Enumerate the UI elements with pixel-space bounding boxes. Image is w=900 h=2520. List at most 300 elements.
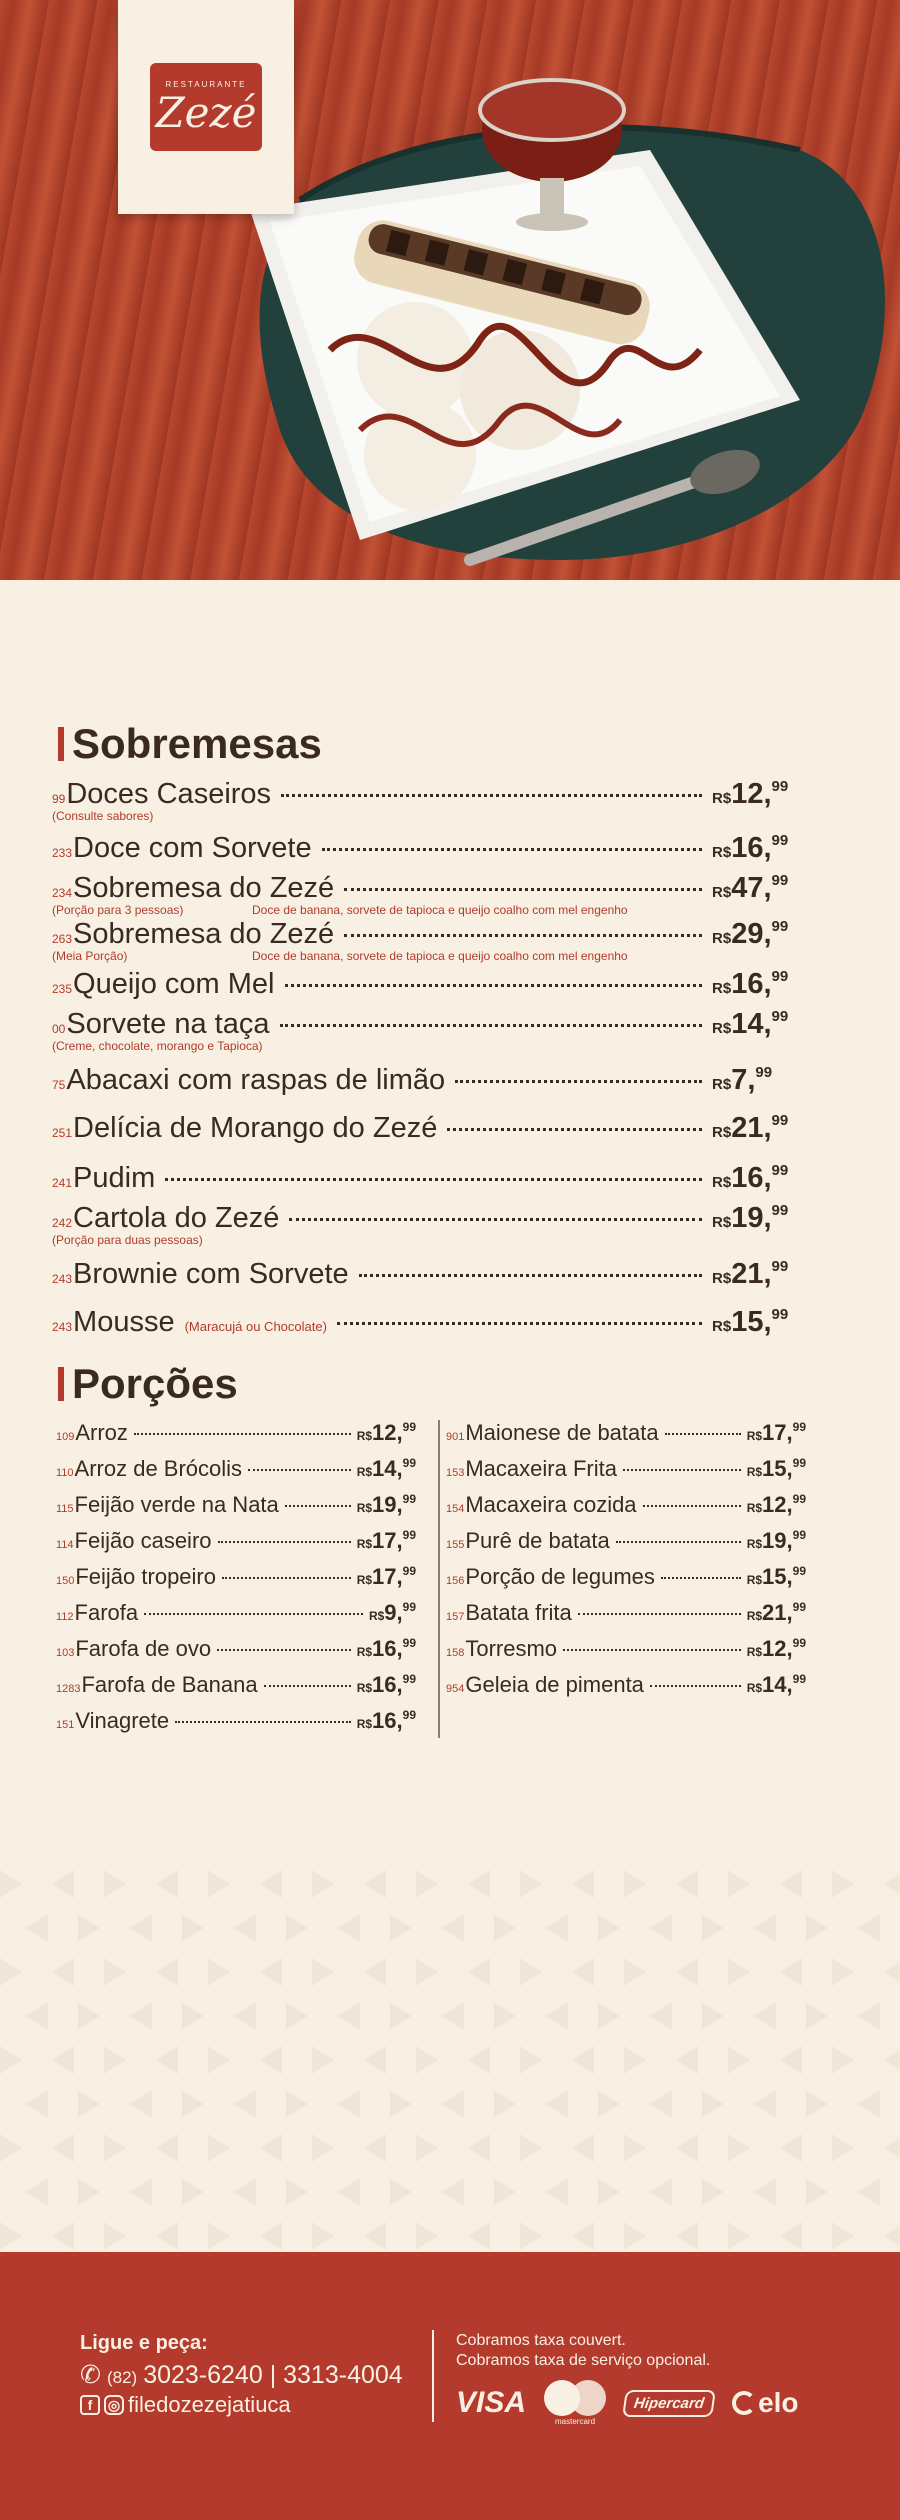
- pattern-triangle: [78, 1914, 100, 1942]
- logo-card: [118, 0, 294, 214]
- pattern-triangle: [260, 2222, 282, 2250]
- item-note: (Maracujá ou Chocolate): [184, 1319, 327, 1334]
- pattern-triangle: [468, 1958, 490, 1986]
- item-subtitle: (Porção para 3 pessoas): [52, 903, 184, 917]
- item-name: Porção de legumes: [465, 1564, 655, 1589]
- item-name: Geleia de pimenta: [465, 1672, 644, 1697]
- pattern-triangle: [156, 1958, 178, 1986]
- pattern-triangle: [182, 2090, 204, 2118]
- price-currency: R$: [356, 1501, 373, 1515]
- item-name: Doces Caseiros: [66, 778, 272, 810]
- dot-leader: [281, 794, 702, 797]
- item-code: 235: [52, 982, 73, 996]
- price-cents: 99: [755, 1064, 773, 1081]
- price-integer: 12,: [731, 778, 772, 810]
- dot-leader: [344, 934, 702, 937]
- price-integer: 14,: [372, 1456, 403, 1481]
- price-currency: R$: [746, 1429, 763, 1443]
- item-price: [712, 1064, 772, 1097]
- menu-item-line: [52, 918, 712, 950]
- pattern-triangle: [598, 2090, 620, 2118]
- price-currency: R$: [712, 980, 732, 997]
- pattern-triangle: [208, 1870, 230, 1898]
- title-bar: [58, 727, 64, 761]
- pattern-triangle: [364, 1870, 386, 1898]
- menu-item-line: [52, 872, 712, 904]
- price-currency: R$: [712, 1174, 732, 1191]
- dot-leader: [563, 1649, 741, 1651]
- portion-item: [446, 1564, 806, 1598]
- pattern-triangle: [728, 1870, 750, 1898]
- dot-leader: [289, 1218, 702, 1221]
- pattern-triangle: [572, 1870, 594, 1898]
- portion-item: [56, 1564, 416, 1598]
- pattern-triangle: [884, 2046, 900, 2074]
- pattern-triangle: [624, 2046, 646, 2074]
- price-currency: R$: [712, 1076, 732, 1093]
- pattern-triangle: [754, 1914, 776, 1942]
- elo-logo: [732, 2387, 798, 2419]
- price-cents: 99: [771, 1306, 789, 1323]
- pattern-triangle: [702, 2002, 724, 2030]
- price-currency: R$: [746, 1501, 763, 1515]
- item-code: 243: [52, 1320, 73, 1334]
- price-cents: 99: [402, 1636, 416, 1650]
- price-cents: 99: [792, 1564, 806, 1578]
- pattern-triangle: [26, 2178, 48, 2206]
- price-integer: 19,: [762, 1528, 793, 1553]
- elo-text: elo: [758, 2387, 799, 2418]
- menu-item: [52, 872, 802, 916]
- pattern-triangle: [780, 2134, 802, 2162]
- pattern-triangle: [26, 2090, 48, 2118]
- price-currency: R$: [746, 1681, 763, 1695]
- item-code: 251: [52, 1126, 73, 1140]
- item-price: [712, 1008, 788, 1041]
- item-code: 233: [52, 846, 73, 860]
- pattern-triangle: [832, 2222, 854, 2250]
- footer: [0, 2252, 900, 2520]
- item-price: [712, 832, 788, 865]
- menu-item-line: [52, 1306, 712, 1338]
- column-divider: [438, 1420, 440, 1738]
- pattern-triangle: [416, 1870, 438, 1898]
- pattern-triangle: [130, 1914, 152, 1942]
- pattern-triangle: [234, 2090, 256, 2118]
- pattern-triangle: [832, 2134, 854, 2162]
- pattern-triangle: [702, 2090, 724, 2118]
- price-cents: 99: [792, 1420, 806, 1434]
- phone-icon: ✆: [80, 2361, 101, 2389]
- price-currency: R$: [712, 1318, 732, 1335]
- pattern-triangle: [52, 2134, 74, 2162]
- item-name: Feijão tropeiro: [75, 1564, 216, 1589]
- pattern-triangle: [806, 2002, 828, 2030]
- pattern-triangle: [26, 2002, 48, 2030]
- portion-item: [56, 1492, 416, 1526]
- pattern-triangle: [390, 2090, 412, 2118]
- menu-item: [52, 1008, 802, 1052]
- item-code: 954: [446, 1683, 465, 1695]
- portion-item: [56, 1600, 416, 1634]
- price-currency: R$: [746, 1609, 763, 1623]
- pattern-triangle: [390, 1914, 412, 1942]
- portion-item: [56, 1528, 416, 1562]
- pattern-triangle: [234, 1914, 256, 1942]
- pattern-triangle: [208, 1958, 230, 1986]
- pattern-triangle: [0, 2134, 22, 2162]
- price-integer: 16,: [731, 968, 772, 1000]
- phone-numbers: 3023-6240 | 3313-4004: [143, 2361, 403, 2389]
- pattern-triangle: [546, 2002, 568, 2030]
- pattern-triangle: [0, 2222, 22, 2250]
- background-pattern: [0, 1870, 900, 2250]
- pattern-triangle: [416, 2046, 438, 2074]
- price-currency: R$: [746, 1645, 763, 1659]
- pattern-triangle: [598, 1914, 620, 1942]
- service-note: Cobramos taxa de serviço opcional.: [456, 2352, 711, 2369]
- footer-divider: [432, 2330, 434, 2422]
- price-cents: 99: [771, 1008, 789, 1025]
- portion-item: [446, 1600, 806, 1634]
- item-code: 115: [56, 1503, 74, 1515]
- elo-ring-icon: [732, 2391, 756, 2415]
- pattern-triangle: [884, 1958, 900, 1986]
- pattern-triangle: [494, 1914, 516, 1942]
- menu-item: [52, 1064, 802, 1108]
- pattern-triangle: [312, 2222, 334, 2250]
- item-code: 242: [52, 1216, 73, 1230]
- item-code: 103: [56, 1647, 75, 1659]
- item-description: Doce de banana, sorvete de tapioca e queijo coalho com mel engenho: [252, 949, 628, 963]
- price-currency: R$: [712, 930, 732, 947]
- pattern-triangle: [104, 2134, 126, 2162]
- pattern-triangle: [156, 2222, 178, 2250]
- price-currency: R$: [356, 1537, 373, 1551]
- pattern-triangle: [468, 2046, 490, 2074]
- pattern-triangle: [650, 2090, 672, 2118]
- pattern-triangle: [754, 2090, 776, 2118]
- item-price: [712, 1112, 788, 1145]
- portion-item: [446, 1528, 806, 1562]
- dot-leader: [285, 984, 703, 987]
- menu-item-line: [52, 1112, 712, 1144]
- price-currency: R$: [712, 1270, 732, 1287]
- menu-item: [52, 968, 802, 1012]
- dot-leader: [175, 1721, 351, 1723]
- menu-item: [52, 918, 802, 962]
- price-cents: 99: [771, 778, 789, 795]
- dot-leader: [165, 1178, 702, 1181]
- portion-item: [446, 1672, 806, 1706]
- item-code: 241: [52, 1176, 73, 1190]
- item-name: Mousse: [73, 1306, 175, 1338]
- price-integer: 16,: [731, 832, 772, 864]
- item-price: [712, 1202, 788, 1235]
- pattern-triangle: [130, 2178, 152, 2206]
- pattern-triangle: [442, 2090, 464, 2118]
- item-name: Doce com Sorvete: [73, 832, 312, 864]
- pattern-triangle: [624, 2134, 646, 2162]
- item-code: 157: [446, 1611, 465, 1623]
- menu-item: [52, 1202, 802, 1246]
- social-handle: filedozezejatiuca: [128, 2392, 291, 2417]
- price-integer: 17,: [372, 1528, 403, 1553]
- item-name: Sobremesa do Zezé: [73, 872, 335, 904]
- price-integer: 47,: [731, 872, 772, 904]
- portion-item: [446, 1492, 806, 1526]
- pattern-triangle: [260, 1870, 282, 1898]
- pattern-triangle: [858, 2002, 880, 2030]
- item-price: [712, 1162, 788, 1195]
- pattern-triangle: [806, 1914, 828, 1942]
- item-name: Farofa de ovo: [75, 1636, 212, 1661]
- item-subtitle: (Meia Porção): [52, 949, 128, 963]
- pattern-triangle: [546, 1914, 568, 1942]
- pattern-triangle: [52, 2222, 74, 2250]
- item-code: 158: [446, 1647, 465, 1659]
- pattern-triangle: [442, 2002, 464, 2030]
- item-name: Farofa: [74, 1600, 139, 1625]
- price-currency: R$: [746, 1573, 763, 1587]
- pattern-triangle: [702, 1914, 724, 1942]
- pattern-triangle: [832, 1870, 854, 1898]
- menu-item: [52, 1306, 802, 1350]
- price-cents: 99: [771, 1162, 789, 1179]
- pattern-triangle: [884, 1870, 900, 1898]
- dot-leader: [447, 1128, 702, 1131]
- item-name: Pudim: [73, 1162, 156, 1194]
- pattern-triangle: [468, 2134, 490, 2162]
- item-code: 150: [56, 1575, 75, 1587]
- pattern-triangle: [572, 2222, 594, 2250]
- pattern-triangle: [260, 2046, 282, 2074]
- pattern-triangle: [338, 2090, 360, 2118]
- payment-cards: [456, 2380, 799, 2426]
- pattern-triangle: [208, 2046, 230, 2074]
- pattern-triangle: [858, 1914, 880, 1942]
- pattern-triangle: [390, 2002, 412, 2030]
- pattern-triangle: [286, 2002, 308, 2030]
- pattern-triangle: [728, 2222, 750, 2250]
- price-cents: 99: [792, 1636, 806, 1650]
- pattern-triangle: [676, 2134, 698, 2162]
- logo-subtitle: RESTAURANTE: [165, 79, 247, 89]
- menu-item-line: [52, 1064, 712, 1096]
- pattern-triangle: [234, 2178, 256, 2206]
- pattern-triangle: [416, 1958, 438, 1986]
- pattern-triangle: [806, 2178, 828, 2206]
- item-name: Queijo com Mel: [73, 968, 275, 1000]
- dot-leader: [222, 1577, 351, 1579]
- pattern-triangle: [832, 2046, 854, 2074]
- item-name: Farofa de Banana: [81, 1672, 258, 1697]
- price-integer: 19,: [731, 1202, 772, 1234]
- hero-photo: [0, 0, 900, 580]
- pattern-triangle: [624, 1958, 646, 1986]
- price-currency: R$: [712, 844, 732, 861]
- dot-leader: [248, 1469, 351, 1471]
- item-name: Macaxeira cozida: [465, 1492, 637, 1517]
- pattern-triangle: [832, 1958, 854, 1986]
- price-cents: 99: [792, 1492, 806, 1506]
- section-title-text: Porções: [72, 1360, 238, 1407]
- pattern-triangle: [780, 1870, 802, 1898]
- price-integer: 21,: [731, 1258, 772, 1290]
- item-name: Abacaxi com raspas de limão: [66, 1064, 446, 1096]
- item-code: 155: [446, 1539, 465, 1551]
- restaurant-logo: [150, 63, 262, 151]
- dot-leader: [344, 888, 702, 891]
- dot-leader: [616, 1541, 741, 1543]
- pattern-triangle: [130, 2090, 152, 2118]
- pattern-triangle: [416, 2222, 438, 2250]
- item-name: Arroz de Brócolis: [74, 1456, 243, 1481]
- price-cents: 99: [402, 1564, 416, 1578]
- pattern-triangle: [390, 2178, 412, 2206]
- dot-leader: [650, 1685, 741, 1687]
- pattern-triangle: [572, 2046, 594, 2074]
- price-cents: 99: [792, 1600, 806, 1614]
- pattern-triangle: [728, 1958, 750, 1986]
- pattern-triangle: [650, 1914, 672, 1942]
- dot-leader: [337, 1322, 702, 1325]
- couvert-note: Cobramos taxa couvert.: [456, 2332, 626, 2349]
- pattern-triangle: [858, 2090, 880, 2118]
- pattern-triangle: [286, 2178, 308, 2206]
- price-integer: 12,: [372, 1420, 403, 1445]
- pattern-triangle: [156, 2046, 178, 2074]
- portion-item: [446, 1456, 806, 1490]
- pattern-triangle: [806, 2090, 828, 2118]
- menu-item-line: [52, 1202, 712, 1234]
- price-cents: 99: [402, 1708, 416, 1722]
- pattern-triangle: [780, 2046, 802, 2074]
- price-integer: 15,: [731, 1306, 772, 1338]
- pattern-triangle: [52, 1958, 74, 1986]
- pattern-triangle: [520, 1870, 542, 1898]
- item-code: 75: [52, 1078, 66, 1092]
- price-cents: 99: [402, 1528, 416, 1542]
- section-title-text: Sobremesas: [72, 720, 322, 767]
- pattern-triangle: [520, 2134, 542, 2162]
- pattern-triangle: [468, 2222, 490, 2250]
- price-cents: 99: [771, 832, 789, 849]
- item-name: Cartola do Zezé: [73, 1202, 280, 1234]
- item-name: Torresmo: [465, 1636, 558, 1661]
- price-integer: 14,: [762, 1672, 793, 1697]
- pattern-triangle: [364, 2134, 386, 2162]
- price-currency: R$: [712, 1020, 732, 1037]
- price-integer: 19,: [372, 1492, 403, 1517]
- price-integer: 21,: [762, 1600, 793, 1625]
- item-code: 234: [52, 886, 73, 900]
- pattern-triangle: [364, 1958, 386, 1986]
- item-code: 1283: [56, 1683, 81, 1695]
- phone-row: [80, 2360, 403, 2390]
- price-cents: 99: [792, 1528, 806, 1542]
- pattern-triangle: [520, 1958, 542, 1986]
- dot-leader: [359, 1274, 702, 1277]
- portion-item: [446, 1636, 806, 1670]
- portion-item: [56, 1420, 416, 1454]
- menu-item-line: [52, 968, 712, 1000]
- price-currency: R$: [356, 1573, 373, 1587]
- menu-item-line: [52, 1162, 712, 1194]
- pattern-triangle: [104, 1958, 126, 1986]
- price-cents: 99: [771, 872, 789, 889]
- pattern-triangle: [182, 1914, 204, 1942]
- pattern-triangle: [364, 2222, 386, 2250]
- item-name: Sorvete na taça: [66, 1008, 270, 1040]
- pattern-triangle: [520, 2046, 542, 2074]
- pattern-triangle: [338, 1914, 360, 1942]
- pattern-triangle: [650, 2002, 672, 2030]
- price-integer: 12,: [762, 1492, 793, 1517]
- dot-leader: [144, 1613, 363, 1615]
- pattern-triangle: [0, 1870, 22, 1898]
- portion-item: [56, 1456, 416, 1490]
- price-currency: R$: [712, 790, 732, 807]
- pattern-triangle: [494, 2090, 516, 2118]
- price-currency: R$: [712, 884, 732, 901]
- pattern-triangle: [676, 2046, 698, 2074]
- dot-leader: [578, 1613, 741, 1615]
- dot-leader: [217, 1649, 351, 1651]
- dot-leader: [285, 1505, 351, 1507]
- price-currency: R$: [712, 1214, 732, 1231]
- pattern-triangle: [676, 2222, 698, 2250]
- price-cents: 99: [402, 1492, 416, 1506]
- pattern-triangle: [260, 2134, 282, 2162]
- dot-leader: [264, 1685, 351, 1687]
- pattern-triangle: [104, 1870, 126, 1898]
- menu-item: [52, 1162, 802, 1206]
- pattern-triangle: [234, 2002, 256, 2030]
- price-currency: R$: [356, 1465, 373, 1479]
- dot-leader: [134, 1433, 351, 1435]
- dot-leader: [218, 1541, 351, 1543]
- pattern-triangle: [572, 1958, 594, 1986]
- pattern-triangle: [650, 2178, 672, 2206]
- item-code: 00: [52, 1022, 66, 1036]
- item-price: [712, 872, 788, 905]
- price-integer: 12,: [762, 1636, 793, 1661]
- mastercard-logo: [544, 2380, 606, 2426]
- price-currency: R$: [356, 1681, 373, 1695]
- pattern-triangle: [442, 2178, 464, 2206]
- price-integer: 14,: [731, 1008, 772, 1040]
- item-code: 114: [56, 1539, 74, 1551]
- pattern-triangle: [598, 2002, 620, 2030]
- mastercard-label: mastercard: [555, 2417, 596, 2426]
- pattern-triangle: [156, 2134, 178, 2162]
- visa-logo: VISA: [456, 2386, 527, 2419]
- dot-leader: [623, 1469, 741, 1471]
- dot-leader: [661, 1577, 741, 1579]
- pattern-triangle: [468, 1870, 490, 1898]
- item-code: 151: [56, 1719, 75, 1731]
- pattern-triangle: [78, 2090, 100, 2118]
- pattern-triangle: [104, 2222, 126, 2250]
- item-name: Sobremesa do Zezé: [73, 918, 335, 950]
- pattern-triangle: [312, 1958, 334, 1986]
- item-name: Feijão verde na Nata: [74, 1492, 279, 1517]
- item-code: 99: [52, 792, 66, 806]
- menu-item: [52, 832, 802, 876]
- item-name: Brownie com Sorvete: [73, 1258, 349, 1290]
- dot-leader: [322, 848, 702, 851]
